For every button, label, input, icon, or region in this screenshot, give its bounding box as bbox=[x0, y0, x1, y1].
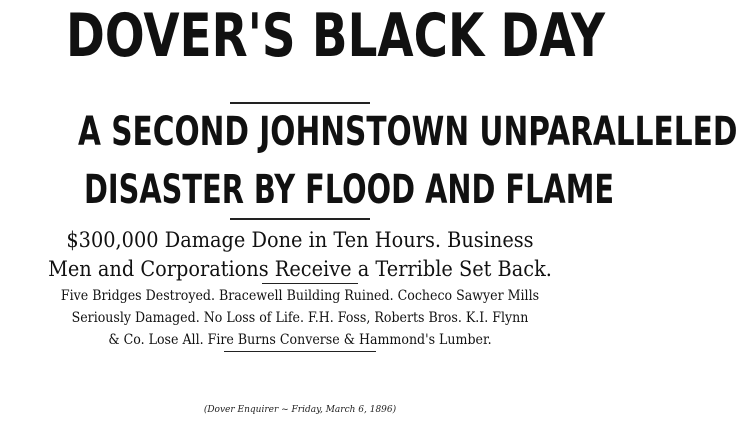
deck-divider-rule bbox=[230, 218, 370, 220]
subhead-line-1: $300,000 Damage Done in Ten Hours. Business bbox=[66, 228, 534, 252]
subhead-divider-rule bbox=[262, 283, 358, 284]
subhead-line-2: Men and Corporations Receive a Terrible Set Back. bbox=[48, 257, 552, 281]
summary-line-1: Five Bridges Destroyed. Bracewell Building Ruined. Cocheco Sawyer Mills bbox=[60, 288, 540, 304]
summary-divider-rule bbox=[224, 351, 376, 352]
headline-divider-rule bbox=[230, 102, 370, 104]
deck-line-1: A SECOND JOHNSTOWN UNPARALLELED bbox=[78, 109, 737, 155]
deck-line-2: DISASTER BY FLOOD AND FLAME bbox=[83, 167, 615, 213]
source-credit: (Dover Enquirer ~ Friday, March 6, 1896) bbox=[203, 405, 397, 415]
summary-line-3: & Co. Lose All. Fire Burns Converse & Hammond's Lumber. bbox=[108, 332, 492, 348]
summary-line-2: Seriously Damaged. No Loss of Life. F.H. Foss, Roberts Bros. K.I. Flynn bbox=[71, 310, 529, 326]
headline-title: DOVER'S BLACK DAY bbox=[66, 1, 606, 71]
